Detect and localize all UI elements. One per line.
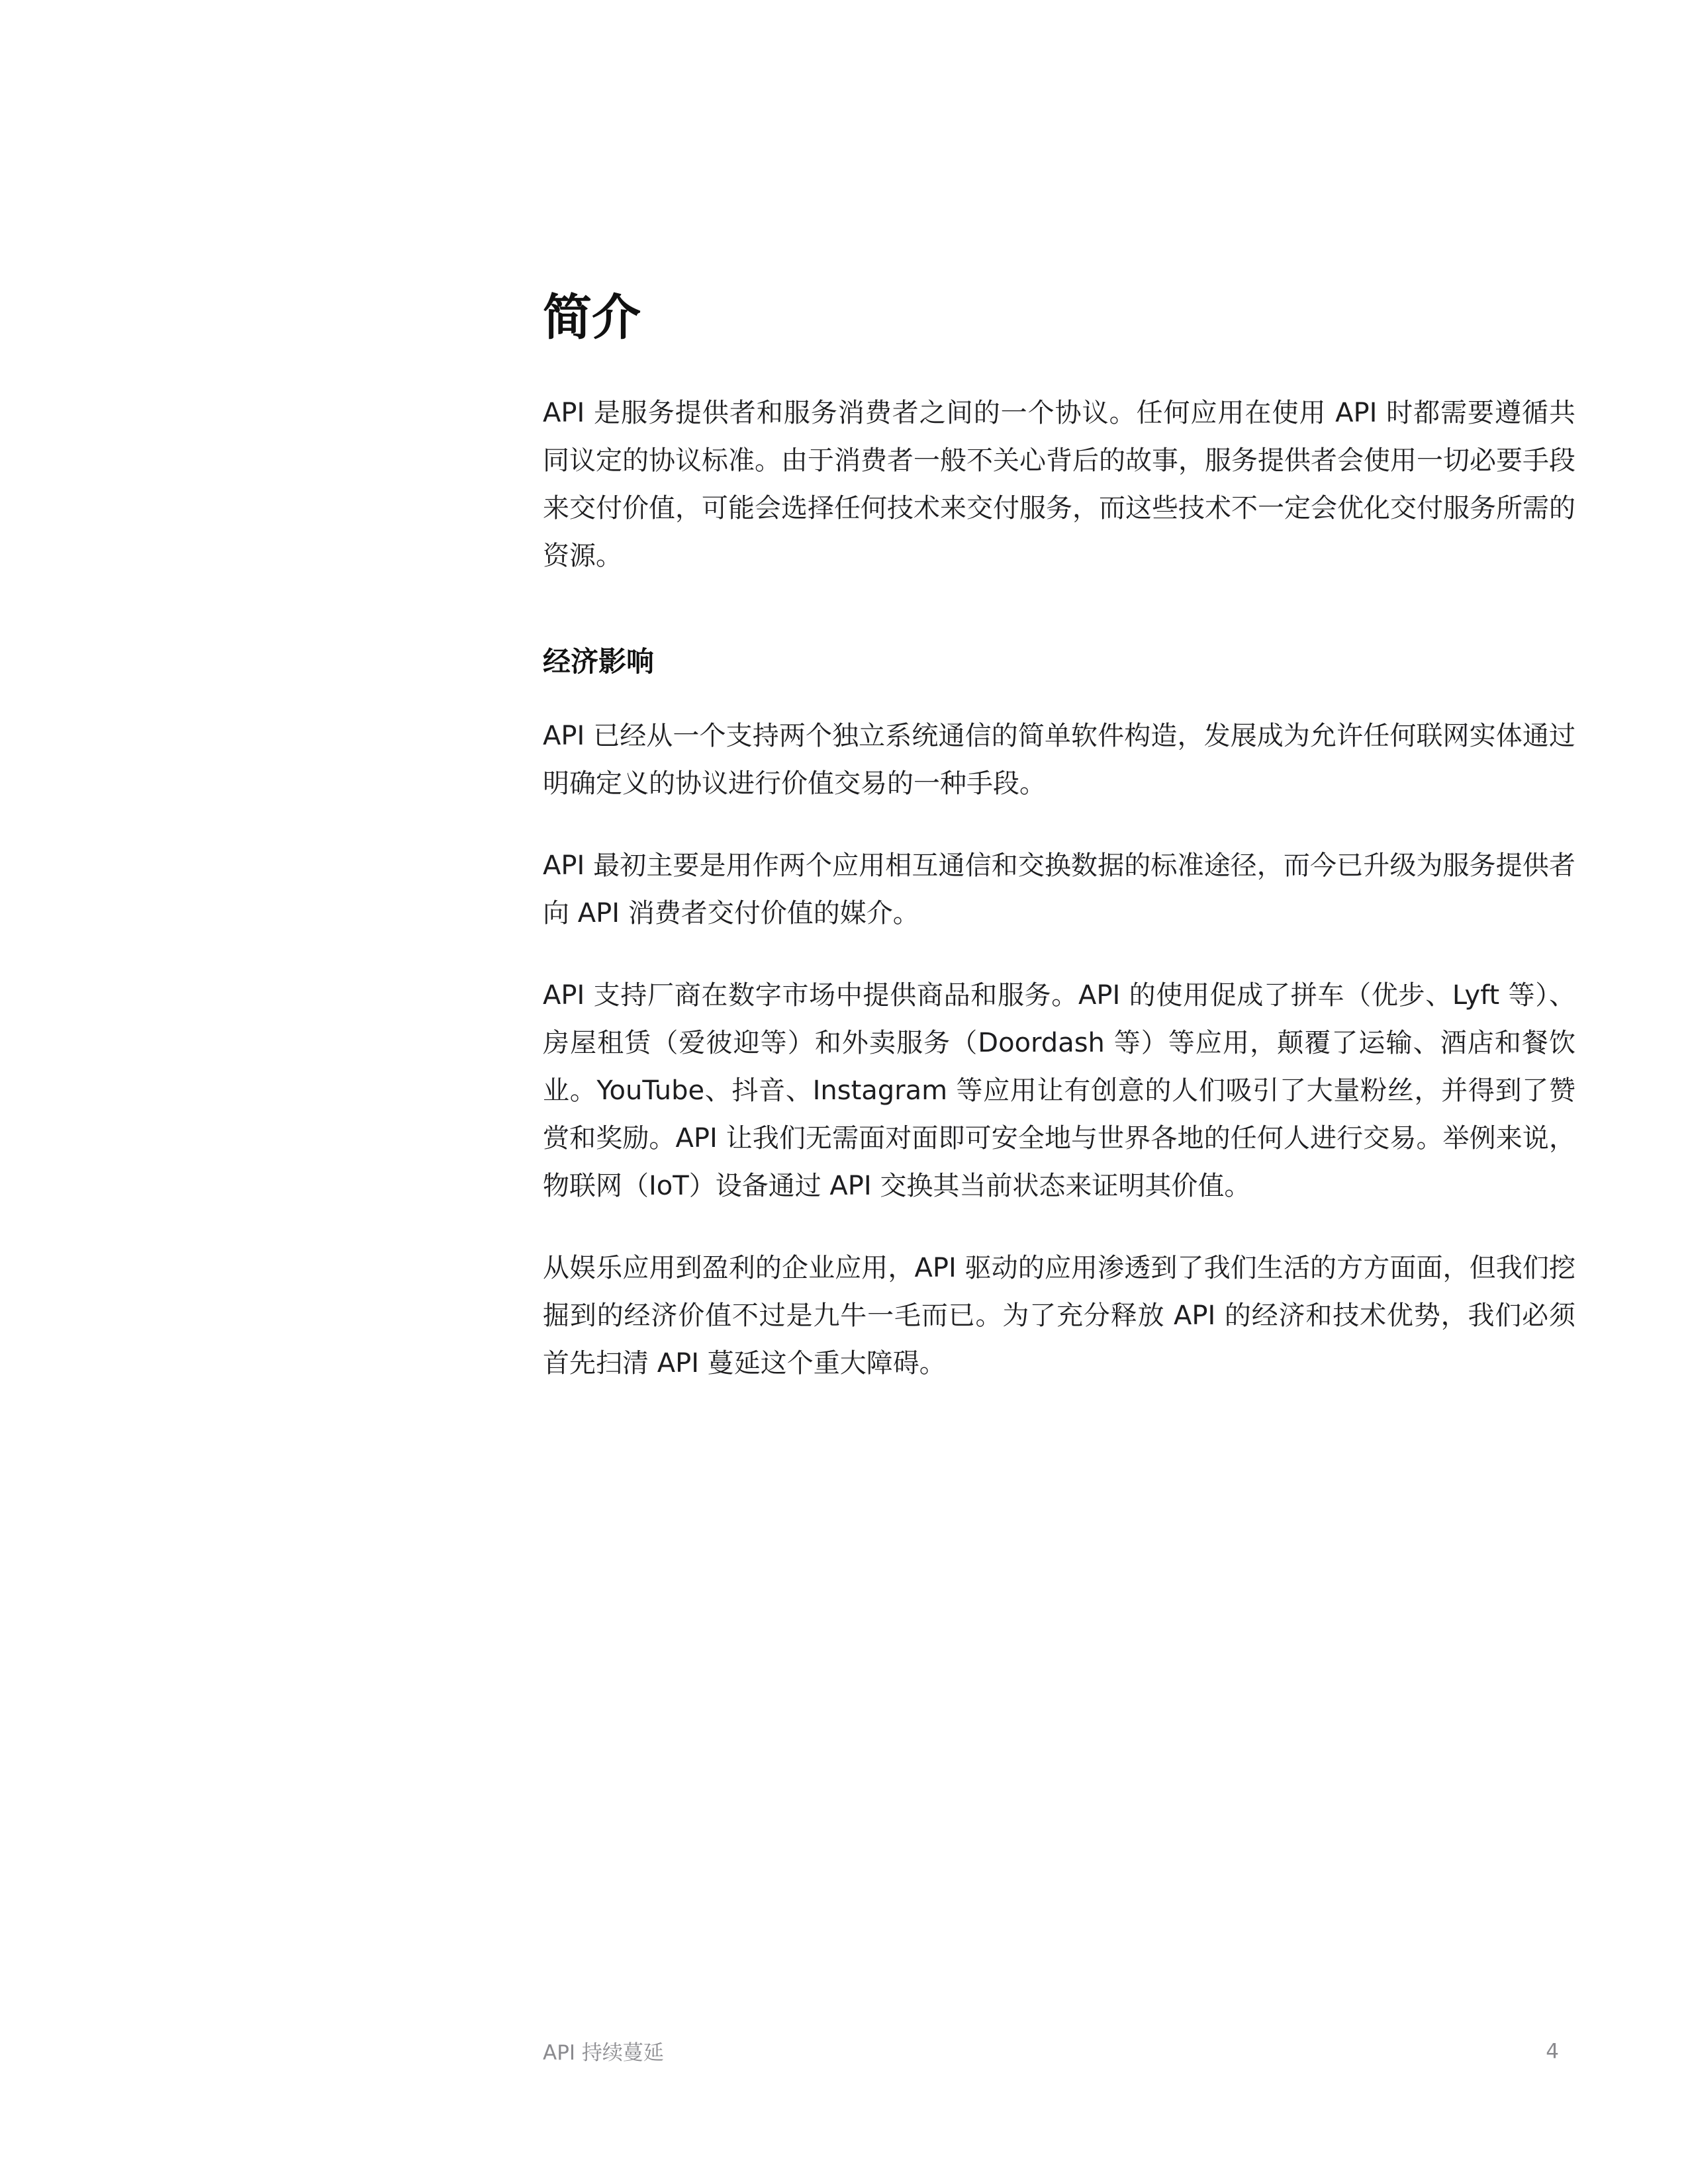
footer-doc-title: API 持续蔓延 xyxy=(543,2041,664,2065)
section-paragraph-4: 从娱乐应用到盈利的企业应用，API 驱动的应用渗透到了我们生活的方方面面，但我们挖掘到的经济价值不过是九牛一毛而已。为了充分释放 API 的经济和技术优势，我们必须首先扫清 API 蔓延这个重大障碍。 xyxy=(543,1253,1575,1379)
section-paragraph-3: API 支持厂商在数字市场中提供商品和服务。API 的使用促成了拼车（优步、Lyft 等）、房屋租赁（爱彼迎等）和外卖服务（Doordash 等）等应用，颠覆了运输、酒店和餐饮业。YouTube、抖音、Instagram 等应用让有创意的人们吸引了大量粉丝，并得到了赞赏和奖励。API 让我们无需面对面即可安全地与世界各地的任何人进行交易。举例来说，物联网（IoT）设备通过 API 交换其当前状态来证明其价值。 xyxy=(543,980,1575,1201)
page-number: 4 xyxy=(1546,2040,1559,2064)
page-title: 简介 xyxy=(543,289,641,346)
section-paragraph-1: API 已经从一个支持两个独立系统通信的简单软件构造，发展成为允许任何联网实体通过明确定义的协议进行价值交易的一种手段。 xyxy=(543,721,1575,799)
section-heading: 经济影响 xyxy=(543,645,655,678)
page-content xyxy=(543,285,1575,1422)
section-paragraph-2: API 最初主要是用作两个应用相互通信和交换数据的标准途径，而今已升级为服务提供者向 API 消费者交付价值的媒介。 xyxy=(543,850,1575,929)
intro-paragraph: API 是服务提供者和服务消费者之间的一个协议。任何应用在使用 API 时都需要遵循共同议定的协议标准。由于消费者一般不关心背后的故事，服务提供者会使用一切必要手段来交付价值，可能会选择任何技术来交付服务，而这些技术不一定会优化交付服务所需的资源。 xyxy=(543,398,1575,571)
